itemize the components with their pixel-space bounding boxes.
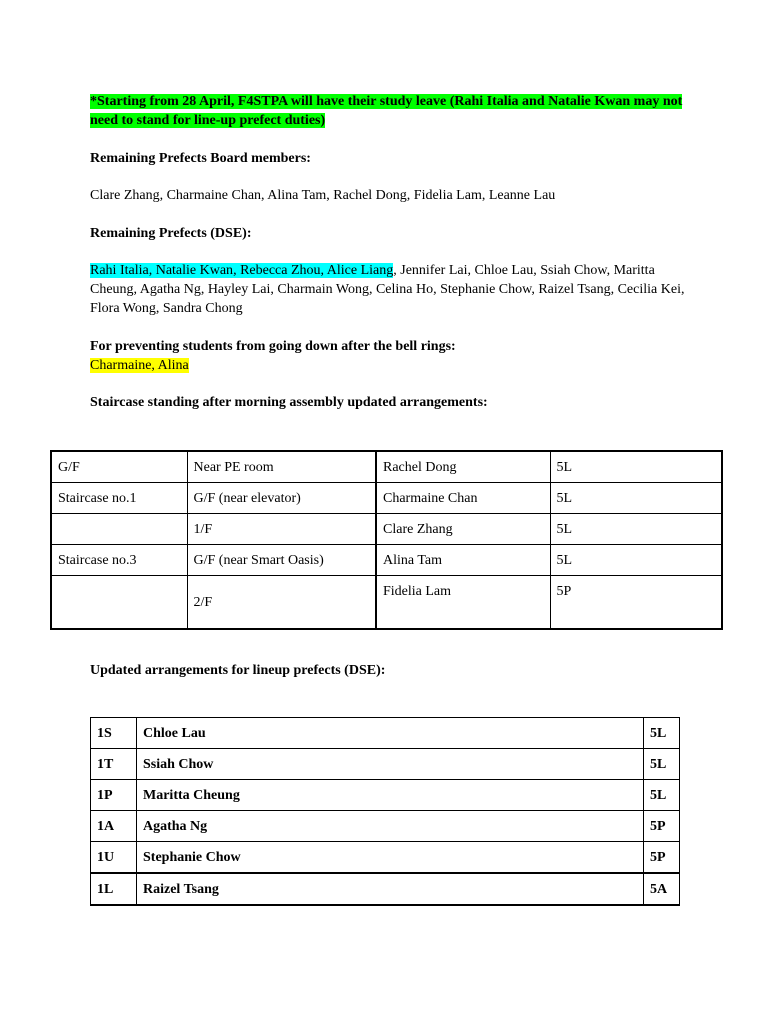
dse-highlighted-name: Alice Liang (326, 263, 394, 278)
study-leave-notice (90, 92, 690, 130)
table-row (51, 483, 722, 514)
dse-members: Rahi Italia, Natalie Kwan, Rebecca Zhou, Alice Liang, Jennifer Lai, Chloe Lau, Ssiah Chow, Maritta Cheung, Agatha Ng, Hayley Lai, Charmain Wong, Celina Ho, Stephanie Chow, Raizel Tsang, Cecilia Kei, Flora Wong, Sandra Chong (90, 263, 685, 316)
prefect-class-cell: 5L (644, 718, 680, 749)
class-code-cell: 1T (91, 749, 137, 780)
prefect-cell: Ssiah Chow (137, 749, 644, 780)
prefect-cell: Raizel Tsang (137, 873, 644, 905)
dse-other-names: Jennifer Lai, Chloe Lau, Ssiah Chow, Maritta Cheung, Agatha Ng, Hayley Lai, Charmain Wong, Celina Ho, Stephanie Chow, Raizel Tsang, Cecilia Kei, Flora Wong, Sandra Chong (90, 263, 685, 316)
bell-names: Charmaine, Alina (90, 358, 189, 373)
lineup-table (90, 717, 680, 906)
table-row (51, 545, 722, 576)
class-code-cell: 1S (91, 718, 137, 749)
prefect-cell: Maritta Cheung (137, 780, 644, 811)
prefect-class-cell: 5P (644, 842, 680, 874)
prefect-cell: Fidelia Lam (376, 576, 550, 630)
class-cell: 5L (550, 483, 722, 514)
prefect-class-cell: 5A (644, 873, 680, 905)
prefect-cell: Charmaine Chan (376, 483, 550, 514)
lineup-heading: Updated arrangements for lineup prefects (DSE): (90, 663, 386, 678)
bell-heading: For preventing students from going down after the bell rings: (90, 339, 456, 354)
table-row (51, 514, 722, 545)
prefect-cell: Clare Zhang (376, 514, 550, 545)
class-code-cell: 1U (91, 842, 137, 874)
prefect-class-cell: 5L (644, 780, 680, 811)
class-cell: 5L (550, 545, 722, 576)
class-code-cell: 1A (91, 811, 137, 842)
bell-names-line (90, 356, 690, 375)
prefect-cell: Chloe Lau (137, 718, 644, 749)
prefect-cell: Rachel Dong (376, 451, 550, 483)
prefect-class-cell: 5P (644, 811, 680, 842)
location-cell (51, 576, 187, 630)
class-cell: 5P (550, 576, 722, 630)
table-row (91, 780, 680, 811)
location-cell: Staircase no.3 (51, 545, 187, 576)
notice-text: *Starting from 28 April, F4STPA will have their study leave (Rahi Italia and Natalie Kwan may not need to stand for line-up prefect duties) (90, 94, 683, 128)
table-row (91, 842, 680, 874)
class-code-cell: 1L (91, 873, 137, 905)
location-cell: G/F (51, 451, 187, 483)
prefect-class-cell: 5L (644, 749, 680, 780)
staircase-table (50, 450, 723, 630)
position-cell: G/F (near elevator) (187, 483, 376, 514)
dse-highlighted-name: Natalie Kwan (155, 263, 234, 278)
class-cell: 5L (550, 451, 722, 483)
prefect-cell: Agatha Ng (137, 811, 644, 842)
dse-highlighted-name: Rahi Italia (90, 263, 149, 278)
class-code-cell: 1P (91, 780, 137, 811)
board-heading: Remaining Prefects Board members: (90, 151, 311, 166)
table-row (51, 451, 722, 483)
position-cell: 1/F (187, 514, 376, 545)
location-cell (51, 514, 187, 545)
prefect-cell: Stephanie Chow (137, 842, 644, 874)
position-cell: G/F (near Smart Oasis) (187, 545, 376, 576)
dse-highlighted-name: Rebecca Zhou (240, 263, 321, 278)
board-members: Clare Zhang, Charmaine Chan, Alina Tam, Rachel Dong, Fidelia Lam, Leanne Lau (90, 188, 556, 203)
position-cell: Near PE room (187, 451, 376, 483)
position-cell: 2/F (187, 576, 376, 630)
table-row (91, 718, 680, 749)
prefect-cell: Alina Tam (376, 545, 550, 576)
dse-heading: Remaining Prefects (DSE): (90, 226, 252, 241)
table-row (91, 811, 680, 842)
table-row (91, 873, 680, 905)
location-cell: Staircase no.1 (51, 483, 187, 514)
table-row (91, 749, 680, 780)
class-cell: 5L (550, 514, 722, 545)
staircase-heading: Staircase standing after morning assembly updated arrangements: (90, 395, 488, 410)
table-row (51, 576, 722, 630)
